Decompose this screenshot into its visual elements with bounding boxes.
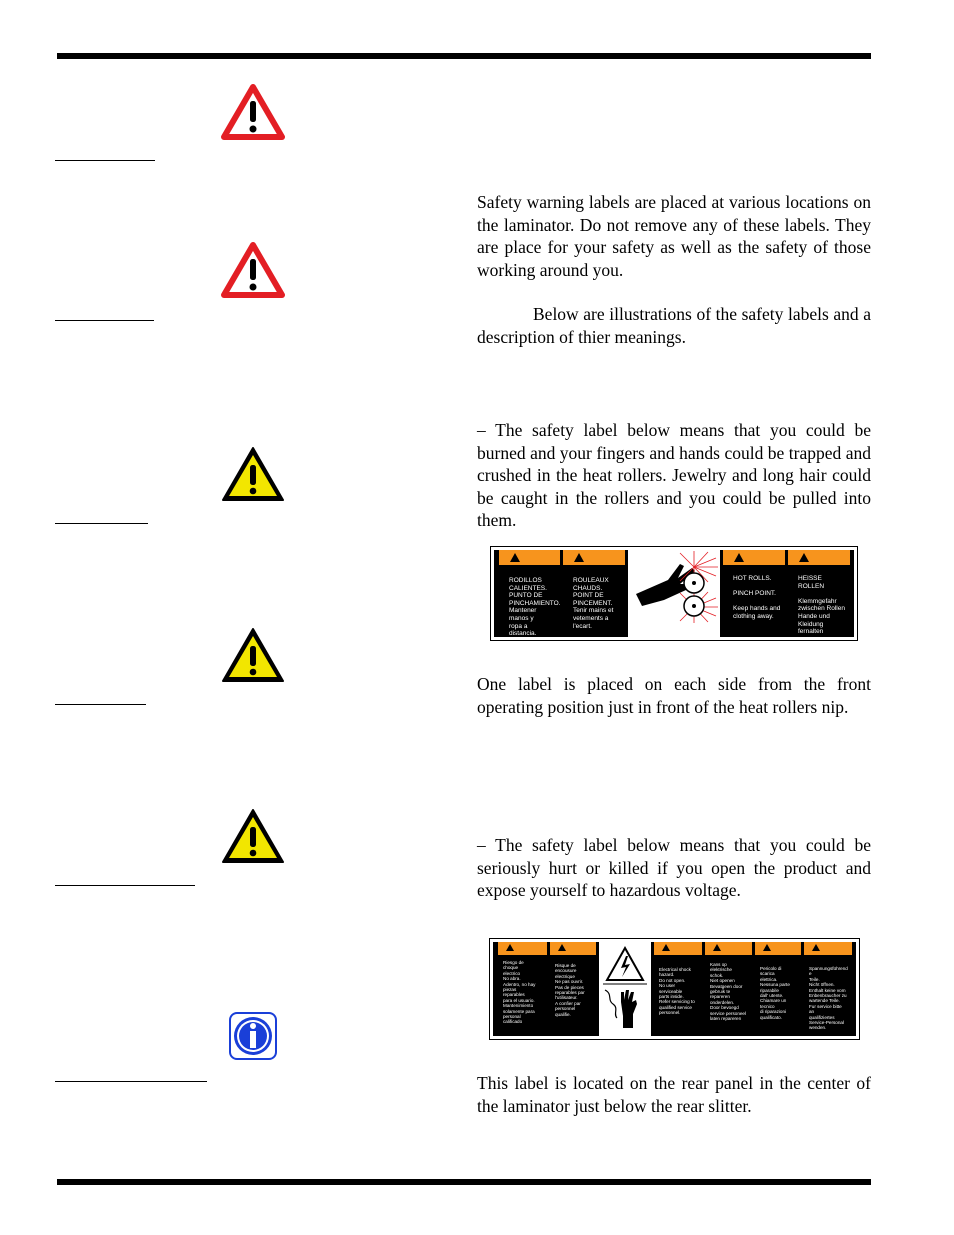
heading-underline xyxy=(55,320,154,321)
label-text-es: Riesgo de choque electrico No abra. Adentro, no hay piezas reparables para el usuario. Mantenimiento solamente para personal calificado xyxy=(503,960,536,1025)
label-panel-fr xyxy=(563,550,625,637)
top-rule xyxy=(57,53,871,59)
warning-triangle-icon xyxy=(506,944,514,951)
label-panel-es xyxy=(498,942,547,1036)
hand-rollers-pictogram xyxy=(628,550,720,637)
label-text-fr: ROULEAUX CHAUDS. POINT DE PINCEMENT. Tenir mains et vetements a l'ecart. xyxy=(573,577,614,630)
warning-triangle-icon xyxy=(734,553,744,562)
warning-triangle-icon xyxy=(812,944,820,951)
label-text-nl: Kans op elektrische schok. Niet openen Bevatgeen door gebruik te repareren onderdelen. Door bevoegd service personeel laten repareren xyxy=(710,962,747,1022)
pinch-hand-icon xyxy=(628,550,720,635)
caution-icon xyxy=(221,627,285,683)
caution-icon xyxy=(221,446,285,502)
warning-triangle-icon xyxy=(763,944,771,951)
label-panel-en xyxy=(654,942,702,1036)
warning-header xyxy=(705,942,752,955)
label-panel-en xyxy=(723,550,785,637)
warning-header xyxy=(499,550,560,565)
caution-icon xyxy=(221,808,285,864)
label-text-fr: Risque de encousure electrique Ne pas ouvrir. Pas de pieces reparables par l'utilisateur. A confier par personnel qualifie. xyxy=(555,963,585,1017)
heading-underline xyxy=(55,1081,207,1082)
label-text-it: Pericolo di scarica elettrica. Nessuna parte riparabile dall' utente. Chiamare un tecnico di riparazioni qualificato. xyxy=(760,966,790,1020)
label-panel-de xyxy=(788,550,850,637)
intro-paragraph-2: Below are illustrations of the safety labels and a description of thier meanings. xyxy=(477,304,871,347)
warning-header xyxy=(550,942,596,955)
warning-triangle-icon xyxy=(574,553,584,562)
label-text-es: RODILLOS CALIENTES. PUNTO DE PINCHAMIENTO. Mantener manos y ropa a distancia. xyxy=(509,577,561,638)
label-panel-nl xyxy=(705,942,752,1036)
voltage-safety-label xyxy=(489,938,860,1040)
label-panel-it xyxy=(755,942,801,1036)
heading-underline xyxy=(55,704,146,705)
info-icon xyxy=(229,1012,277,1060)
hot-rolls-location: One label is placed on each side from the front operating position just in front of the heat rollers nip. xyxy=(477,674,871,717)
voltage-description: – The safety label below means that you could be seriously hurt or killed if you open the product and expose yourself to hazardous voltage. xyxy=(477,835,871,900)
label-text-en: Electrical shock hazard. Do not open. No user serviceable parts inside. Refer servicing to qualified service personnel. xyxy=(659,967,695,1016)
warning-triangle-icon xyxy=(558,944,566,951)
warning-header xyxy=(654,942,702,955)
warning-header xyxy=(788,550,850,565)
warning-triangle-icon xyxy=(799,553,809,562)
intro-paragraph: Safety warning labels are placed at various locations on the laminator. Do not remove any of these labels. They are place for your safety as well as the safety of those working around you. xyxy=(477,192,871,280)
hot-rolls-description: – The safety label below means that you could be burned and your fingers and hands could be trapped and crushed in the heat rollers. Jewelry and long hair could be caught in the rollers and you could be pulled into them. xyxy=(477,420,871,530)
warning-header xyxy=(804,942,852,955)
warning-header xyxy=(498,942,547,955)
label-text-en: HOT ROLLS. PINCH POINT. Keep hands and clothing away. xyxy=(733,575,781,620)
label-text-de: HEISSE ROLLEN Klemmgefahr zwischen Rollen Hande und Kleidung fernalten xyxy=(798,575,845,636)
heading-underline xyxy=(55,885,195,886)
heading-underline xyxy=(55,523,148,524)
warning-header xyxy=(755,942,801,955)
shock-hazard-pictogram xyxy=(599,942,651,1036)
label-text-de: Spannungsführend e Teile. Nicht öffnen. Enthalt keine vom Enbenbraucher zu wartende Teile. Fur service bitte an qualifiziertes Service-Personal wenden. xyxy=(809,966,848,1031)
label-panels xyxy=(493,942,856,1036)
warning-triangle-icon xyxy=(662,944,670,951)
heading-underline xyxy=(55,160,155,161)
warning-triangle-icon xyxy=(713,944,721,951)
label-panel-fr xyxy=(550,942,596,1036)
warning-header xyxy=(723,550,785,565)
hot-rolls-safety-label xyxy=(490,546,858,641)
warning-triangle-icon xyxy=(510,553,520,562)
warning-header xyxy=(563,550,625,565)
label-panels xyxy=(494,550,854,637)
danger-icon xyxy=(221,84,285,140)
warning-icon xyxy=(221,242,285,298)
bottom-rule xyxy=(57,1179,871,1185)
voltage-location: This label is located on the rear panel in the center of the laminator just below the rear slitter. xyxy=(477,1073,871,1116)
label-panel-de xyxy=(804,942,852,1036)
label-panel-es xyxy=(499,550,560,637)
electric-shock-icon xyxy=(599,942,651,1034)
